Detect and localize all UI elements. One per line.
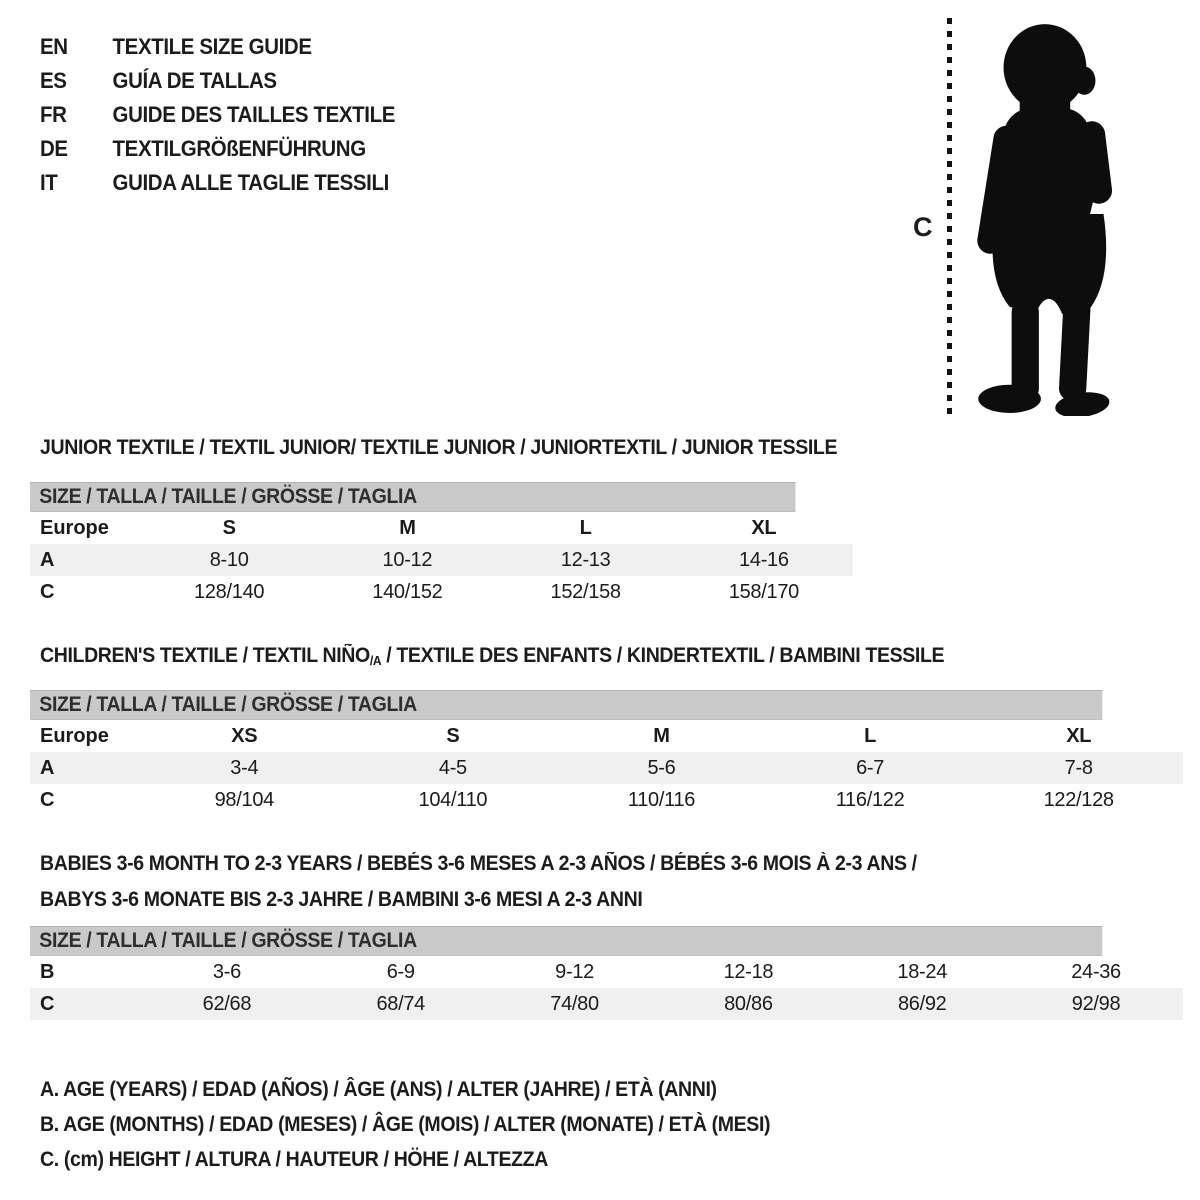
height-value: 128/140 xyxy=(194,580,265,603)
language-row xyxy=(40,30,395,64)
age-value: 18-24 xyxy=(897,960,948,983)
size-header-band: SIZE / TALLA / TAILLE / GRÖSSE / TAGLIA xyxy=(30,690,1102,720)
size-header-band: SIZE / TALLA / TAILLE / GRÖSSE / TAGLIA xyxy=(30,482,795,512)
row-label: C xyxy=(40,992,55,1015)
age-value: 6-9 xyxy=(386,960,415,983)
size-columns-row xyxy=(30,512,853,544)
language-row xyxy=(40,166,395,200)
height-value: 62/68 xyxy=(202,992,252,1015)
language-code: DE xyxy=(40,136,68,161)
age-value: 8-10 xyxy=(209,548,249,571)
region-label: Europe xyxy=(40,516,109,539)
language-code: ES xyxy=(40,68,67,93)
guide-title: GUÍA DE TALLAS xyxy=(112,68,277,93)
age-years-row xyxy=(30,544,853,576)
row-label: C xyxy=(40,788,55,811)
babies-section-title-line2: BABYS 3-6 MONATE BIS 2-3 JAHRE / BAMBINI 3-6 MESI A 2-3 ANNI xyxy=(40,888,643,911)
height-value: 104/110 xyxy=(418,788,488,811)
age-value: 4-5 xyxy=(438,756,467,779)
age-value: 5-6 xyxy=(647,756,676,779)
guide-title: GUIDA ALLE TAGLIE TESSILI xyxy=(112,170,389,195)
language-code: FR xyxy=(40,102,67,127)
age-years-row xyxy=(30,752,1183,784)
legend-line-c: C. (cm) HEIGHT / ALTURA / HAUTEUR / HÖHE / ALTEZZA xyxy=(40,1147,548,1171)
age-value: 12-18 xyxy=(723,960,774,983)
height-cm-row xyxy=(30,988,1183,1020)
age-value: 14-16 xyxy=(739,548,789,571)
height-value: 158/170 xyxy=(728,580,799,603)
region-label: Europe xyxy=(40,724,109,747)
age-value: 6-7 xyxy=(856,756,885,779)
height-measure-line xyxy=(947,18,952,415)
row-label: C xyxy=(40,580,55,603)
height-cm-row xyxy=(30,576,853,608)
size-header-band: SIZE / TALLA / TAILLE / GRÖSSE / TAGLIA xyxy=(30,926,1102,956)
height-value: 140/152 xyxy=(372,580,443,603)
children-title-suffix: / TEXTILE DES ENFANTS / KINDERTEXTIL / BAMBINI TESSILE xyxy=(381,644,945,667)
children-title-prefix: CHILDREN'S TEXTILE / TEXTIL NIÑO xyxy=(40,644,370,667)
row-label: A xyxy=(40,548,55,571)
size-columns-row xyxy=(30,720,1183,752)
size-column: S xyxy=(222,516,236,539)
height-value: 92/98 xyxy=(1071,992,1121,1015)
size-column: S xyxy=(446,724,460,747)
babies-section-title-line1: BABIES 3-6 MONTH TO 2-3 YEARS / BEBÉS 3-6 MESES A 2-3 AÑOS / BÉBÉS 3-6 MOIS À 2-3 ANS / xyxy=(40,852,917,875)
age-value: 3-4 xyxy=(230,756,259,779)
height-value: 116/122 xyxy=(835,788,905,811)
age-value: 10-12 xyxy=(382,548,433,571)
junior-size-table xyxy=(30,482,853,608)
children-size-table xyxy=(30,690,1183,816)
language-code: EN xyxy=(40,34,68,59)
age-months-row xyxy=(30,956,1183,988)
age-value: 24-36 xyxy=(1071,960,1121,983)
size-column: XL xyxy=(751,516,777,539)
height-value: 68/74 xyxy=(376,992,426,1015)
height-cm-row xyxy=(30,784,1183,816)
language-title-block xyxy=(40,30,395,200)
children-section-title xyxy=(40,644,944,668)
size-column: L xyxy=(579,516,592,539)
language-code: IT xyxy=(40,170,58,195)
age-value: 9-12 xyxy=(555,960,594,983)
row-label: A xyxy=(40,756,55,779)
guide-title: TEXTILGRÖßENFÜHRUNG xyxy=(112,136,366,161)
language-row xyxy=(40,132,395,166)
row-label: B xyxy=(40,960,55,983)
toddler-silhouette-icon xyxy=(958,12,1142,416)
children-title-subscript: /A xyxy=(369,652,382,668)
legend-line-a: A. AGE (YEARS) / EDAD (AÑOS) / ÂGE (ANS) / ALTER (JAHRE) / ETÀ (ANNI) xyxy=(40,1077,717,1101)
height-value: 122/128 xyxy=(1043,788,1114,811)
language-row xyxy=(40,98,395,132)
guide-title: GUIDE DES TAILLES TEXTILE xyxy=(112,102,396,127)
size-column: L xyxy=(864,724,877,747)
guide-title: TEXTILE SIZE GUIDE xyxy=(112,34,312,59)
language-row xyxy=(40,64,395,98)
legend xyxy=(40,1072,770,1177)
height-value: 152/158 xyxy=(550,580,621,603)
height-value: 98/104 xyxy=(214,788,274,811)
height-value: 80/86 xyxy=(724,992,773,1015)
height-value: 110/116 xyxy=(627,788,696,811)
legend-line-b: B. AGE (MONTHS) / EDAD (MESES) / ÂGE (MOIS) / ALTER (MONATE) / ETÀ (MESI) xyxy=(40,1112,771,1136)
age-value: 12-13 xyxy=(560,548,611,571)
size-column: XS xyxy=(231,724,258,747)
size-column: XL xyxy=(1066,724,1092,747)
babies-size-table xyxy=(30,926,1183,1020)
junior-section-title: JUNIOR TEXTILE / TEXTIL JUNIOR/ TEXTILE JUNIOR / JUNIORTEXTIL / JUNIOR TESSILE xyxy=(40,436,838,459)
age-value: 3-6 xyxy=(212,960,241,983)
height-value: 86/92 xyxy=(897,992,947,1015)
height-value: 74/80 xyxy=(550,992,599,1015)
size-column: M xyxy=(399,516,416,539)
age-value: 7-8 xyxy=(1064,756,1093,779)
height-marker-label: C xyxy=(913,212,933,242)
size-column: M xyxy=(653,724,670,747)
